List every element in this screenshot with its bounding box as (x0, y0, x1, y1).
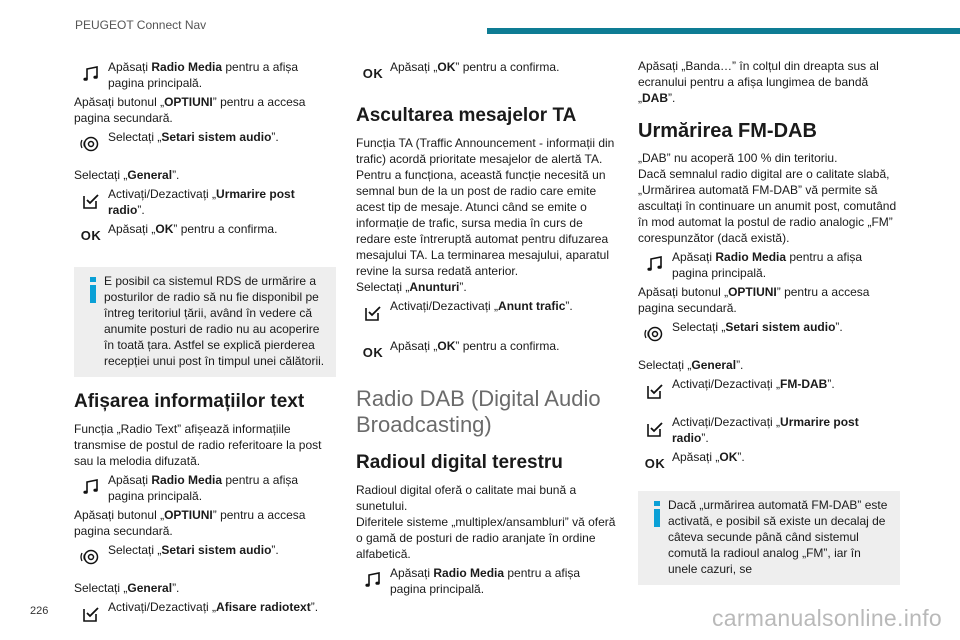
paragraph-fm-dab-tracking: Dacă semnalul radio digital are o calitate slabă, „Urmărirea automată FM-DAB” vă permite să ascultați în continuare un anumit post, comutând în mod automat la postul de radio analogic „FM” corespunzător (dacă există). (638, 167, 897, 245)
header-accent-bar (487, 28, 960, 34)
ok-icon: OK (362, 345, 384, 360)
step-audio-settings-2: Selectați „Setari sistem audio”. (74, 542, 336, 570)
section-heading-terrestrial: Radioul digital terestru (356, 452, 563, 473)
step-audio-settings: Selectați „Setari sistem audio”. (638, 319, 900, 347)
section-heading-ta: Ascultarea mesajelor TA (356, 105, 577, 126)
ok-icon: OK (644, 456, 666, 471)
checkbox-toggle-icon (74, 186, 108, 214)
audio-settings-icon (74, 129, 108, 157)
chapter-heading-dab: Radio DAB (Digital Audio Broadcasting) (356, 386, 601, 437)
step-toggle-tracking: Activați/Dezactivați „Urmarire post radio”. (638, 414, 900, 446)
audio-settings-icon (638, 319, 672, 347)
section-heading-fm-dab: Urmărirea FM-DAB (638, 120, 817, 142)
info-note-rds: E posibil ca sistemul RDS de urmărire a posturilor de radio să nu fie disponibil pe întreg teritoriul țării, având în vedere că anumite posturi de radio nu au acoperire în toată țara. Astfel se explică pierderea recepției unui post în timpul unei călătorii. (74, 267, 336, 377)
checkbox-toggle-icon (638, 376, 672, 404)
music-note-icon (74, 59, 108, 87)
step-audio-settings: Selectați „Setari sistem audio”. (74, 129, 336, 157)
step-confirm-ok-top: OK Apăsați „OK” pentru a confirma. (356, 59, 618, 87)
paragraph-dab-coverage: „DAB” nu acoperă 100 % din teritoriu. (638, 151, 838, 165)
step-confirm-ok: OK Apăsați „OK”. (638, 449, 900, 477)
music-note-icon (638, 249, 672, 277)
audio-settings-icon (74, 542, 108, 570)
step-toggle-radiotext: Activați/Dezactivați „Afisare radiotext”. (74, 599, 336, 627)
step-radio-media: Apăsați Radio Media pentru a afișa pagina principală. (638, 249, 900, 281)
page-number: 226 (30, 605, 49, 617)
music-note-icon (356, 565, 390, 593)
step-radio-media-2: Apăsați Radio Media pentru a afișa pagina principală. (74, 472, 336, 504)
step-toggle-tracking: Activați/Dezactivați „Urmarire post radio”. (74, 186, 336, 218)
paragraph-band: Apăsați „Banda…” în colțul din dreapta sus al ecranului pentru a afișa lungimea de bandă „DAB”. (638, 59, 879, 105)
checkbox-toggle-icon (638, 414, 672, 442)
step-confirm-ok: OK Apăsați „OK” pentru a confirma. (74, 221, 336, 249)
info-icon (646, 497, 668, 577)
watermark: carmanualsonline.info (711, 605, 942, 631)
paragraph-radio-text: Funcția „Radio Text” afișează informațiile transmise de postul de radio referitoare la post sau la melodia difuzată. (74, 422, 322, 468)
paragraph-multiplex: Diferitele sisteme „multiplex/ansambluri” vă oferă o gamă de posturi de radio aranjate în ordine alfabetică. (356, 515, 616, 561)
ok-icon: OK (362, 66, 384, 81)
step-radio-media: Apăsați Radio Media pentru a afișa pagina principală. (356, 565, 618, 597)
step-toggle-fm-dab: Activați/Dezactivați „FM-DAB”. (638, 376, 900, 404)
instruction-options: Apăsați butonul „OPTIUNI” pentru a accesa pagina secundară. (74, 95, 306, 125)
header-title: PEUGEOT Connect Nav (75, 18, 207, 32)
instruction-general-2: Selectați „General”. (74, 581, 180, 595)
instruction-options: Apăsați butonul „OPTIUNI” pentru a accesa pagina secundară. (638, 285, 870, 315)
paragraph-digital-quality: Radioul digital oferă o calitate mai bună a sunetului. (356, 483, 577, 513)
instruction-options-2: Apăsați butonul „OPTIUNI” pentru a accesa pagina secundară. (74, 508, 306, 538)
music-note-icon (74, 472, 108, 500)
info-icon (82, 273, 104, 369)
step-toggle-traffic: Activați/Dezactivați „Anunt trafic”. (356, 298, 618, 326)
step-radio-media: Apăsați Radio Media pentru a afișa pagina principală. (74, 59, 336, 91)
step-confirm-ok: OK Apăsați „OK” pentru a confirma. (356, 338, 618, 366)
instruction-general: Selectați „General”. (638, 358, 744, 372)
column-middle (356, 56, 618, 600)
ok-icon: OK (80, 228, 102, 243)
column-right (638, 58, 900, 593)
section-heading-text-info: Afișarea informațiilor text (74, 391, 305, 412)
instruction-general: Selectați „General”. (74, 168, 180, 182)
column-left (74, 56, 336, 630)
instruction-announcements: Selectați „Anunturi”. (356, 280, 467, 294)
info-note-fm-dab: Dacă „urmărirea automată FM-DAB” este activată, e posibil să existe un decalaj de câteva secunde până când sistemul comută la radioul analog „FM”, iar în unele cazuri, se (638, 491, 900, 585)
checkbox-toggle-icon (356, 298, 390, 326)
paragraph-ta: Funcția TA (Traffic Announcement - informații din trafic) acordă prioritate mesajelor de alertă TA. Pentru a funcționa, această funcție necesită un semnal bun de la un post de radio care emite acest tip de mesaje. Atunci când se emite o informație de trafic, sursa media în curs de redare este întreruptă automat pentru difuzarea mesajului TA. La terminarea mesajului, aparatul revine la sursa redată anterior. (356, 136, 615, 278)
checkbox-toggle-icon (74, 599, 108, 627)
